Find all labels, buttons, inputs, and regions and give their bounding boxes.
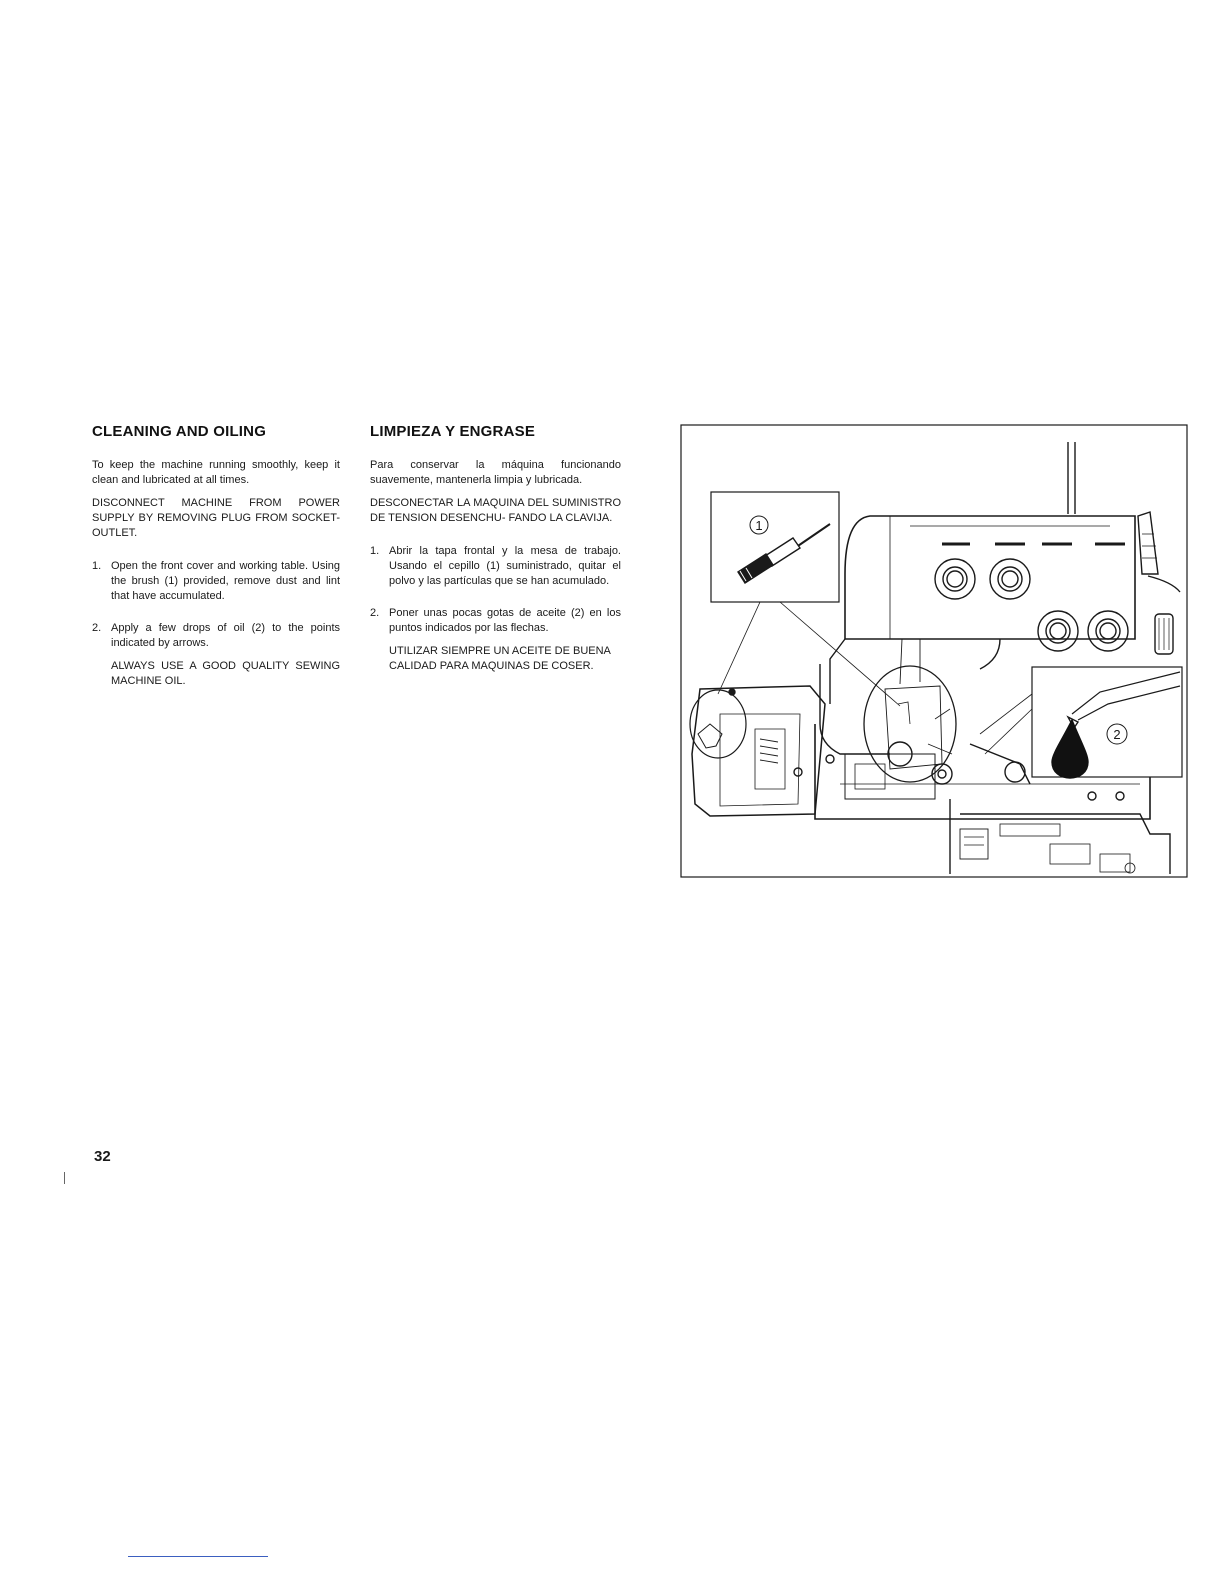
spanish-intro: Para conservar la máquina funcionando suavemente, mantenerla limpia y lubricada.	[370, 459, 621, 486]
margin-mark	[64, 1172, 65, 1184]
english-steps	[92, 559, 340, 689]
step-text: Poner unas pocas gotas de aceite (2) en los puntos indicados por las flechas.	[389, 607, 621, 634]
step-text: Open the front cover and working table. Using the brush (1) provided, remove dust and lint that have accumulated.	[111, 560, 340, 602]
spanish-steps	[370, 544, 621, 674]
step-number: 1.	[370, 545, 380, 557]
spanish-column	[370, 424, 621, 691]
step-note: ALWAYS USE A GOOD QUALITY SEWING MACHINE OIL.	[111, 660, 340, 687]
step-text: Apply a few drops of oil (2) to the points indicated by arrows.	[111, 622, 340, 649]
machine-illustration	[680, 424, 1188, 879]
spanish-step-2	[370, 606, 621, 674]
english-step-1	[92, 559, 340, 604]
spanish-step-1	[370, 544, 621, 589]
bottom-rule	[128, 1556, 268, 1557]
step-number: 1.	[92, 560, 102, 572]
brush-callout-label: 1	[755, 518, 763, 533]
step-number: 2.	[370, 607, 380, 619]
english-column	[92, 424, 340, 706]
page-number: 32	[94, 1148, 111, 1165]
spanish-heading: LIMPIEZA Y ENGRASE	[370, 423, 536, 440]
spanish-warning: DESCONECTAR LA MAQUINA DEL SUMINISTRO DE TENSION DESENCHU- FANDO LA CLAVIJA.	[370, 497, 621, 524]
step-number: 2.	[92, 622, 102, 634]
step-note: UTILIZAR SIEMPRE UN ACEITE DE BUENA CALIDAD PARA MAQUINAS DE COSER.	[389, 645, 611, 672]
oil-callout-label: 2	[1113, 727, 1121, 742]
step-text: Abrir la tapa frontal y la mesa de trabajo. Usando el cepillo (1) suministrado, quitar el polvo y las partículas que se han acumulado.	[389, 545, 621, 587]
tension-dial-icon	[935, 559, 1128, 651]
english-warning: DISCONNECT MACHINE FROM POWER SUPPLY BY REMOVING PLUG FROM SOCKET-OUTLET.	[92, 497, 340, 539]
english-step-2	[92, 621, 340, 689]
english-heading: CLEANING AND OILING	[92, 423, 267, 440]
english-intro: To keep the machine running smoothly, keep it clean and lubricated at all times.	[92, 459, 340, 486]
